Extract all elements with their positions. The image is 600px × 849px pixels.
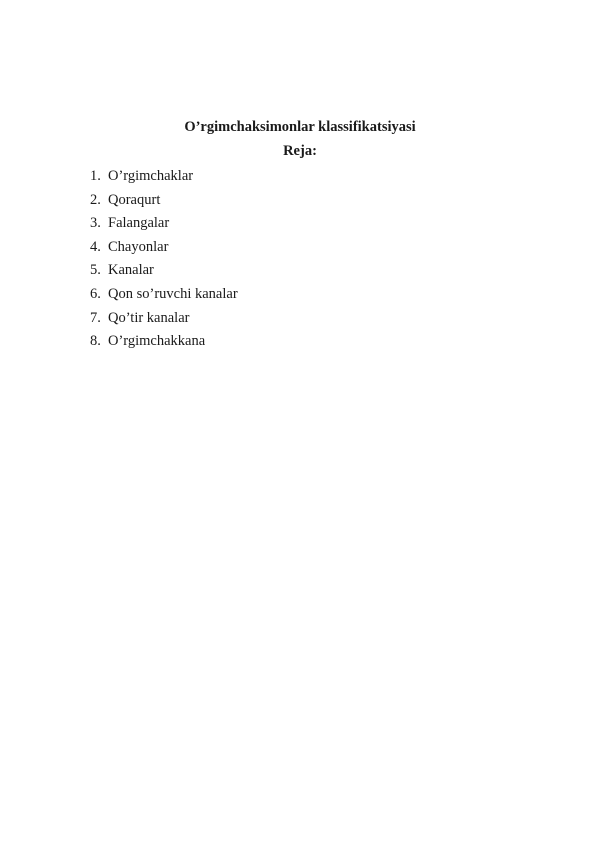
list-item <box>90 236 238 260</box>
list-item <box>90 165 238 189</box>
list-item-number: 2. <box>90 191 101 208</box>
list-item-text: Chayonlar <box>108 238 169 255</box>
list-item <box>90 330 238 354</box>
list-item-text: O’rgimchaklar <box>108 168 194 184</box>
list-item-number: 1. <box>90 168 101 184</box>
list-item-number: 6. <box>90 285 101 302</box>
list-item <box>90 307 238 331</box>
list-item-text: Qo’tir kanalar <box>108 309 190 326</box>
list-item-number: 3. <box>90 215 101 232</box>
list-item <box>90 283 238 307</box>
document-title: O’rgimchaksimonlar klassifikatsiyasi <box>184 119 416 135</box>
list-item-text: Qon so’ruvchi kanalar <box>108 285 238 302</box>
list-item-text: Kanalar <box>108 262 154 279</box>
list-item <box>90 189 238 213</box>
list-item-text: O’rgimchakkana <box>108 333 206 350</box>
list-item-text: Qoraqurt <box>108 191 161 208</box>
list-item-number: 5. <box>90 262 101 279</box>
list-item <box>90 212 238 236</box>
list-item-number: 8. <box>90 333 101 350</box>
list-item-number: 4. <box>90 238 101 255</box>
list-item-text: Falangalar <box>108 215 170 232</box>
plan-list <box>90 165 238 354</box>
list-item-number: 7. <box>90 309 101 326</box>
plan-heading: Reja: <box>283 143 317 159</box>
list-item <box>90 259 238 283</box>
